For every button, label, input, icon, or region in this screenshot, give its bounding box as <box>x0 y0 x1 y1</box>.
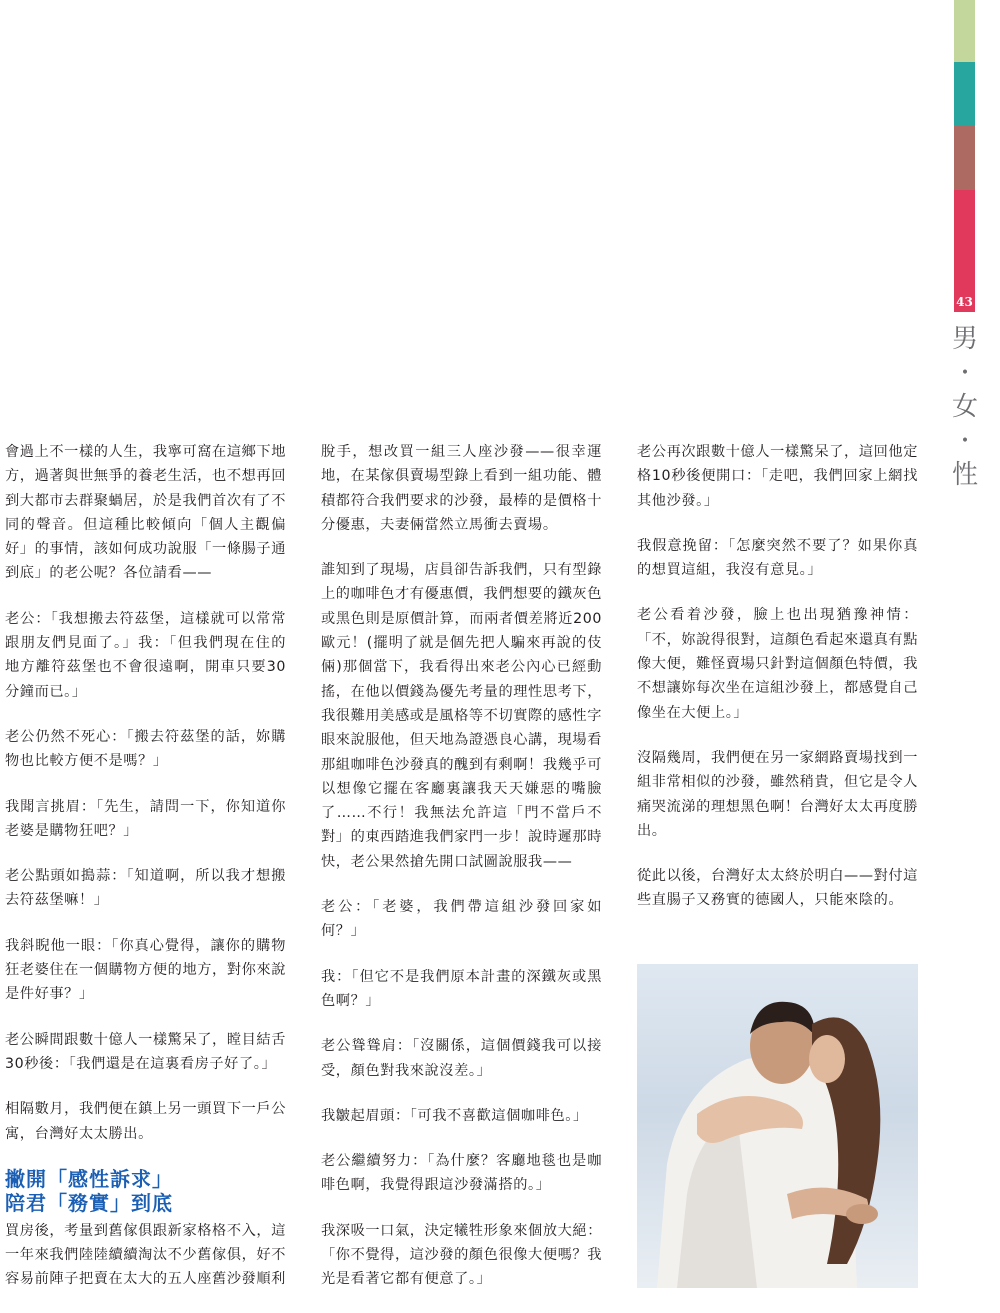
article-column-2 <box>321 440 602 1313</box>
paragraph: 老公再次跟數十億人一樣驚呆了，這回他定格10秒後便開口：「走吧，我們回家上網找其他沙發。」 <box>637 444 918 509</box>
paragraph: 老公仍然不死心：「搬去符茲堡的話，妳購物也比較方便不是嗎？」 <box>5 728 286 770</box>
paragraph: 從此以後，台灣好太太終於明白——對付這些直腸子又務實的德國人，只能來陰的。 <box>637 868 918 909</box>
sidebar-tab-red <box>954 190 975 292</box>
section-char: 男 <box>952 324 979 354</box>
sidebar-tab-green <box>954 0 975 62</box>
section-char: 女 <box>952 392 979 422</box>
paragraph: 沒隔幾周，我們便在另一家網路賣場找到一組非常相似的沙發，雖然稍貴，但它是令人痛哭流涕的理想黑色啊！台灣好太太再度勝出。 <box>637 749 918 839</box>
section-title <box>952 318 978 496</box>
paragraph: 老公聳聳肩：「沒關係，這個價錢我可以接受，顏色對我來說沒差。」 <box>321 1038 602 1079</box>
paragraph: 脫手，想改買一組三人座沙發——很幸運地，在某傢俱賣場型錄上看到一組功能、體積都符合我們要求的沙發，最棒的是價格十分優惠，夫妻倆當然立馬衝去賣場。 <box>321 444 602 533</box>
heading-line: 陪君「務實」到底 <box>5 1190 173 1215</box>
paragraph: 買房後，考量到舊傢俱跟新家格格不入，這一年來我們陸陸續續淘汰不少舊傢俱，好不容易前陣子把賣在太大的五人座舊沙發順利 <box>5 1222 286 1288</box>
paragraph: 誰知到了現場，店員卻告訴我們，只有型錄上的咖啡色才有優惠價，我們想要的鐵灰色或黑色則是原價計算，而兩者價差將近200歐元！(擺明了就是個先把人騙來再說的伎倆)那個當下，我看得出來老公內心已經動搖，在他以價錢為優先考量的理性思考下，我很難用美感或是風格等不切實際的感性字眼來說服他，但天地為證憑良心講，現場看那組咖啡色沙發真的醜到有剩啊！我幾乎可以想像它擺在客廳裏讓我天天嫌惡的嘴臉了……不行！我無法允許這「門不當戶不對」的東西踏進我們家門一步！說時遲那時快，老公果然搶先開口試圖說服我—— <box>321 562 602 870</box>
section-dot: • <box>960 365 970 381</box>
paragraph: 老公瞬間跟數十億人一樣驚呆了，瞠目結舌30秒後：「我們還是在這裏看房子好了。」 <box>5 1031 286 1072</box>
section-char: 性 <box>952 460 979 490</box>
section-heading <box>5 1167 286 1215</box>
paragraph: 會過上不一樣的人生，我寧可窩在這鄉下地方，過著與世無爭的養老生活，也不想再回到大都市去群聚蝸居，於是我們首次有了不同的聲音。但這種比較傾向「個人主觀偏好」的事情，該如何成功說服「一條腸子通到底」的老公呢？各位請看—— <box>5 444 286 582</box>
heading-line: 撇開「感性訴求」 <box>5 1166 173 1191</box>
paragraph: 我假意挽留：「怎麼突然不要了？如果你真的想買這組，我沒有意見。」 <box>637 537 918 579</box>
paragraph: 我：「但它不是我們原本計畫的深鐵灰或黑色啊？」 <box>321 968 602 1009</box>
paragraph: 老公：「老婆，我們帶這組沙發回家如何？」 <box>321 899 602 940</box>
page-number: 43 <box>954 292 975 312</box>
paragraph: 老公點頭如搗蒜：「知道啊，所以我才想搬去符茲堡嘛！」 <box>5 868 286 909</box>
section-dot: • <box>960 433 970 449</box>
paragraph: 我皺起眉頭：「可我不喜歡這個咖啡色。」 <box>321 1107 588 1124</box>
photo-illustration <box>637 964 918 1288</box>
paragraph: 相隔數月，我們便在鎮上另一頭買下一戶公寓，台灣好太太勝出。 <box>5 1101 286 1142</box>
sidebar-tab-brown <box>954 126 975 190</box>
paragraph: 老公繼續努力：「為什麼？客廳地毯也是咖啡色啊，我覺得跟這沙發滿搭的。」 <box>321 1153 602 1194</box>
paragraph: 我深吸一口氣，決定犧牲形象來個放大絕：「你不覺得，這沙發的顏色很像大便嗎？我光是看著它都有便意了。」 <box>321 1222 602 1288</box>
sidebar-tab-teal <box>954 62 975 126</box>
hugging-couple-photo <box>637 964 918 1288</box>
paragraph: 老公看着沙發，臉上也出現猶豫神情：「不，妳說得很對，這顏色看起來還真有點像大便，難怪賣場只針對這個顏色特價，我不想讓妳每次坐在這組沙發上，都感覺自己像坐在大便上。」 <box>637 607 918 721</box>
paragraph: 我斜睨他一眼：「你真心覺得，讓你的購物狂老婆住在一個購物方便的地方，對你來說是件好事？」 <box>5 937 286 1003</box>
paragraph: 老公：「我想搬去符茲堡，這樣就可以常常跟朋友們見面了。」我：「但我們現在住的地方離符茲堡也不會很遠啊，開車只要30分鐘而已。」 <box>5 610 286 700</box>
article-column-3 <box>637 440 918 934</box>
article-column-1 <box>5 440 286 1313</box>
paragraph: 我聞言挑眉：「先生，請問一下，你知道你老婆是購物狂吧？」 <box>5 798 286 839</box>
